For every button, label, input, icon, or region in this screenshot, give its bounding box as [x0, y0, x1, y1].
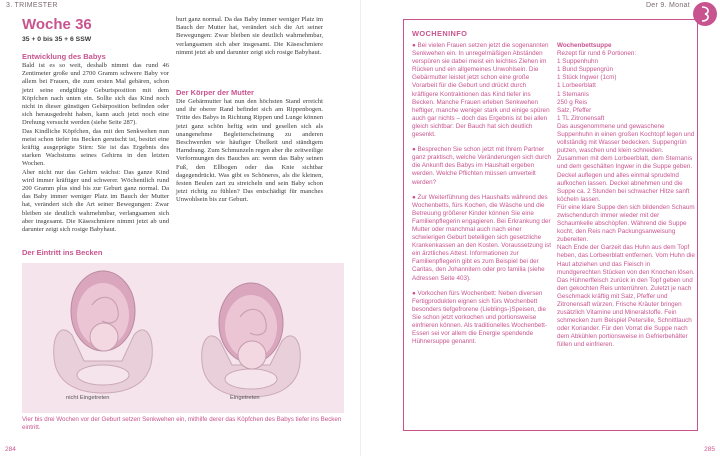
pelvis-not-engaged-illustration — [54, 271, 153, 393]
paragraph: Die Gebärmutter hat nun den höchsten Stand erreicht und ihr oberer Rand befindet sich am Rippenbogen. Tritte des Babys in Richtung Rippen und Lunge können jetzt ganz schön heftig sein und gesellen sich als unangenehme Begleiterscheinung zu anderen Beschwerden wie häufiger Übelkeit und ständigem Harndrang. Zum Schmunzeln regen aber die zeitweilige Verformungen des Bauches an: wenn das Baby seinen Fuß, den Ellbogen oder das Knie sichtbar dagegendrückt. Was gibt es Schöneres, als die kleinen, festen Beulen zart zu streicheln und sein Baby schon jetzt richtig zu fühlen? Das entschädigt für manches Unwohlsein bis zur Geburt. — [176, 98, 323, 204]
week-subtitle: 35 + 0 bis 35 + 6 SSW — [22, 36, 92, 43]
ingredient-item: 1 Stück Ingwer (1cm) — [557, 74, 617, 82]
section-heading-mother: Der Körper der Mutter — [176, 88, 254, 97]
pelvis-engaged-illustration — [202, 283, 301, 397]
running-head-left: 3. TRIMESTER — [6, 2, 58, 9]
ingredient-item: 1 Bund Suppengrün — [557, 66, 614, 74]
paragraph: Bald ist es so weit, deshalb nimmt das rund 46 Zentimeter große und 2700 Gramm schwere Baby vor allem bei Frauen, die zum ersten Mal gebären, schon jetzt seine endgültige Geburtsposition mit dem Köpfchen nach unten ein. Sollte sich das Kind noch nicht in dieser günstigen Gebärposition befinden oder sich herausgedreht haben, kann auch jetzt noch eine Drehung versucht werden (siehe Seite 287). — [22, 62, 169, 127]
week-info-box — [403, 19, 698, 431]
paragraph: Das Kindliche Köpfchen, das mit den Senkwehen nun meist schon tiefer ins Becken gerutscht ist, besitzt eine kräftig ausgeprägte Stirn: Sie ist das Ergebnis des starken Wachstums seines Gehirns in den letzten Wochen. — [22, 127, 169, 168]
label-engaged: Eingetreten — [230, 395, 260, 401]
baby-development-text — [22, 62, 169, 234]
ingredient-item: 250 g Reis — [557, 98, 588, 106]
paragraph-continued: burt ganz normal. Da das Baby immer weniger Platz im Bauch der Mutter hat, verändert sich die Art seiner Bewegungen: Zwar bleiben sie deutlich wahrnehmbar, verlangsamen sich aber insgesamt. Die Käseschmiere nimmt jetzt ab und darunter zeigt sich rosige Babyhaut. — [176, 16, 323, 56]
left-column-1 — [22, 16, 169, 234]
ingredient-list — [557, 58, 695, 123]
recipe-instructions: Das ausgenommene und gewaschene Suppenhuhn in einen großen Kochtopf legen und vollständig mit Wasser bedecken. Suppengrün putzen, waschen und klein schneiden. Zusammen mit dem Lorbeerblatt, dem Sternanis und dem geschälten Ingwer in die Suppe geben. Deckel auflegen und alles einmal sprudelnd aufkochen lassen. Deckel abnehmen und die Suppe ca. 2 Stunden bei schwacher Hitze sanft köcheln lassen. Für eine klare Suppe den sich bildenden Schaum zwischendurch immer wieder mit der Schaumkelle abschöpfen. Während die Suppe kocht, den Reis nach Packungsanweisung zubereiten. Nach Ende der Garzeit das Huhn aus dem Topf heben, das Lorbeerblatt entfernen. Vom Huhn die Haut abziehen und das Fleisch in mundgerechten Stücken von den Knochen lösen. Das Hühnerfleisch zurück in den Topf geben und den gekochten Reis unterrühren. Zuletzt je nach Geschmack kräftig mit Salz, Pfeffer und Zitronensaft würzen. Frische Kräuter bringen zusätzlich Vitamine und Mineralstoffe. Fein schmecken zum Beispiel Petersilie, Schnittlauch oder Koriander. Für den Vorrat die Suppe nach dem Abkühlen portionsweise in Gefrierbehälter füllen und einfrieren. — [557, 122, 695, 349]
page-number-right: 285 — [704, 446, 715, 453]
info-column-1 — [412, 42, 552, 353]
ingredient-item: 1 TL Zitronensaft — [557, 114, 605, 122]
info-bullet-familienpflegerin: ● Zur Weiterführung des Haushalts während des Wochenbetts, fürs Kochen, die Wäsche und die Betreuung größerer Kinder können Sie eine Familienpflegerin engagieren. Bei Erkrankung der Mutter oder manchmal auch nach einer schwierigen Geburt beteiligen sich gesetzliche Krankenkassen an den Kosten. Voraussetzung ist ein ärztliches Attest. Informationen zur Familienpflegerin gibt es zum Beispiel bei der Caritas, den Johannitern oder pro familia (siehe Adressen Seite 403). — [412, 193, 551, 282]
info-box-heading: WOCHENINFO — [412, 29, 468, 38]
info-column-2 — [557, 42, 695, 350]
paragraph: Aber nicht nur das Gehirn wächst: Das ganze Kind wird immer kräftiger und schwerer. Wöchentlich rund 200 Gramm plus sind bis zur Geburt ganz normal. Da das Baby immer weniger Platz im Bauch der Mutter hat, verändert sich die Art seiner Bewegungen: Zwar bleiben sie deutlich wahrnehmbar, verlangsamen sich aber insgesamt. Die Käseschmiere nimmt jetzt ab und darunter zeigt sich rosige Babyhaut. — [22, 168, 169, 234]
label-not-engaged: nicht Eingetreten — [66, 395, 110, 401]
mother-body-text — [176, 98, 323, 205]
week-title: Woche 36 — [22, 16, 92, 33]
pelvis-illustration — [22, 263, 344, 413]
info-bullet-vorkochen: ● Vorkochen fürs Wochenbett: Neben diversen Fertigprodukten eignen sich fürs Wochenbett besonders tiefgefrorene (Lieblings-)Speisen, die Sie schon jetzt vorkochen und portionsweise einfrieren können. Als traditionelles Wochenbett-Essen sei vor allem die Energie spendende Hühnersuppe genannt. — [412, 289, 547, 346]
left-column-2 — [176, 16, 323, 205]
page-spine — [360, 0, 361, 456]
page-number-left: 284 — [5, 446, 16, 453]
info-bullet-partner: ● Besprechen Sie schon jetzt mit Ihrem Partner ganz praktisch, welche Veränderungen sich durch die Ankunft des Babys im Haushalt ergeben werden. Welche Pflichten müssen umverteilt werden? — [412, 146, 551, 186]
pelvis-figure — [22, 263, 344, 413]
recipe-title: Wochenbettsuppe — [557, 42, 612, 49]
recipe-subtitle: Rezept für rund 6 Portionen: — [557, 50, 637, 58]
ingredient-item: 1 Lorbeerblatt — [557, 82, 596, 90]
running-head-right: Der 9. Monat — [645, 2, 690, 9]
ingredient-item: 1 Suppenhuhn — [557, 58, 598, 66]
ingredient-item: Salz, Pfeffer — [557, 106, 592, 114]
ingredient-item: 1 Sternanis — [557, 90, 589, 98]
section-heading-baby: Entwicklung des Babys — [22, 52, 106, 61]
info-bullet-senkwehen: ● Bei vielen Frauen setzen jetzt die sogenannten Senkwehen ein. In unregelmäßigen Abständen verspüren sie dabei meist ein leichtes Ziehen im Rücken und ein allgemeines Unwohlsein. Die Gebärmutter leistet jetzt schon eine große Vorarbeit für die Geburt und drückt durch kräftigere Kontraktionen das Kind tiefer ins Becken. Manche Frauen erleben Senkwehen heftiger, manche weniger stark und einige spüren auch gar nichts – doch das Ergebnis ist bei allen gleich sichtbar: Der Bauch hat sich deutlich gesenkt. — [412, 42, 550, 139]
figure-caption: Vier bis drei Wochen vor der Geburt setzen Senkwehen ein, mithilfe derer das Köpfchen des Babys tiefer ins Becken eintritt. — [22, 416, 342, 431]
continued-text — [176, 16, 323, 82]
figure-title: Der Eintritt ins Becken — [22, 248, 103, 257]
